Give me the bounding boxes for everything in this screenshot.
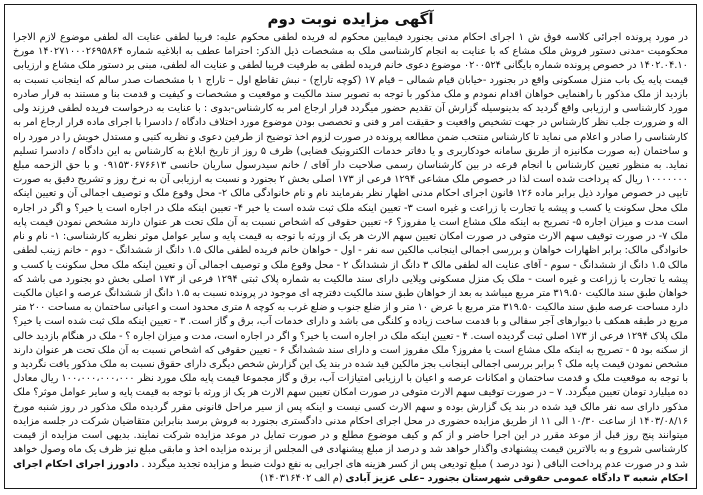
notice-body-text: در مورد پرونده اجرائی کلاسه فوق ش ۱ اجرای احکام مدنی بجنورد فیمابین محکوم له فریده لطفی محکوم علیه: فریبا لطفی عنایت اله لطفی موضوع لازم الاجرا محکومیت -مدنی دستور فروش ملک مشاع که با عنایت به انجام کارشناسی ملک به مشخصات ذیل الذکر: احتراما عطف به ابلاغیه شماره ۱۴۰۲۷۱۰۰۰۲۶۹۵۸۶۴ مورخ ۱۴۰۲.۰۴.۱۰ در خصوص پرونده شماره بایگانی ۰۲۰۰۵۲۴ موضوع دعوی خانم فریده لطفی به طرفیت فریبا لطفی و عنایت اله لطفی، مبنی بر دستور ملک مشاع و ارزیابی قیمت پایه یک باب منزل مسکونی واقع در بجنورد -خیابان قیام شمالی – قیام ۱۷ (کوچه تاراج) - نبش تقاطع اول – تاراج ۱ با مشخصات صدر سالم که اینجانب نسبت به بازدید از ملک مذکور با راهنمایی خواهان اقدام نمودم و ملک مذکور با توجه به تصویر سند مالکیت و موقعیت و مشخصات و کیفیت و قدمت بنا و مستند به قرار صادره مورد کارشناسی و ارزیابی واقع گردید که بدینوسیله گزارش آن تقدیم حضور میگردد قرار ارجاع امر به کارشناس-بدوی : با عنایت به درخواست فریده لطفی فرزند ولی اله و ضرورت جلب نظر کارشناس در جهت تشخیص واقعیت و حقیقت امر و فنی و تخصصی بودن موضوع مورد اختلاف دادگاه / دادسرا با اجرای ماده قرار ارجاع امر به کارشناسی را صادر و اعلام می نماید تا کارشناس منتخب ضمن مطالعه پرونده در صورت لزوم اخذ توضیح از طرفین دعوی و نظریه کتبی و مستدل خویش را در مورد راه و ساختمان (به صورت مکانیزه از طریق سامانه خودکاربری و یا دفاتر خدمات الکترونیک قضایی) ظرف ۵ روز از تاریخ ابلاغ به کارشناس به این دادگاه / دادسرا تسلیم نماید. به منظور تعیین کارشناس با انجام قرعه در بین کارشناسان رسمی صلاحیت دار آقای / خانم سیدرسول ساریان حانسی ۰۹۱۵۳۰۶۷۶۶۱۳ و با حق الزحمه مبلغ ۱۰۰۰۰۰۰۰ ریال که پرداخت شده است لذا در خصوص ملک مشاعی ۱۲۹۴ فرعی از ۱۷۳ اصلی بخش ۲ بجنورد و نسبت به ارزیابی آن به نرخ روز و تشریح دقیق به صورت تایپی در خصوص موارد ذیل برابر ماده ۱۲۶ قانون اجرای احکام مدنی اظهار نظر بفرمایند نام و نام خانوادگی مالک ۲- محل وقوع ملک و توصیف اجمالی آن و تعیین اینکه ملک محل سکونت یا کسب و پیشه یا تجارت یا زراعت و غیره است ۳- تعیین اینکه ملک ثبت شده است یا خیر ۴- تعیین اینکه ملک در اجاره است یا خیر؟ و اگر در اجاره است مدت و میزان اجاره ۵- تصریح به اینکه ملک مشاع است یا مفروز؟ ۶- تعیین حقوقی که اشخاص نسبت به آن ملک تحت هر عنوان دارند مشخص نمودن قیمت پایه ملک ۷- در صورت توقیف سهم الارث متوفی در صورت امکان تعیین سهم الارث هر یک از ورثه با توجه به قیمت پایه و سایر عوامل موثر نظریه کارشناسی: ۱- نام و نام خانوادگی مالک: برابر اظهارات خواهان و بررسی اجمالی اینجانب مالکین سه نفر - اول - خواهان خانم فریده لطفی مالک ۱.۵ دانگ از ششدانگ - دوم - خانم زینب لطفی مالک ۱.۵ دانگ از ششدانگ - سوم - آقای عنایت اله لطفی مالک ۳ دانگ از ششدانگ ۲ - محل وقوع ملک و توصیف اجمالی آن و تعیین اینکه ملک محل سکونت یا کسب و پیشه یا تجارت یا زراعت و غیره است - ملک یک منزل مسکونی ویلایی دارای سند مالکیت به شماره پلاک ثبتی ۱۲۹۴ فرعی از ۱۷۳ اصلی بخش دو بجنورد می باشد که خواهان طبق سند مالکیت ۳۱۹.۵۰ متر مربع میباشد به بعد از خواهان طبق سند مالکیت دفترچه ای موجود در پرونده نسبت به ۱.۵ دانگ از ششدانگ عرصه و اعیان مالکیت دارد مساحت عرصه طبق سند مالکیت ۳۱۹.۵۰ متر مربع با عرض ۱۰ متر و از ضلع جنوب و ضلع غرب به کوچه ۸ متری محدود است و اعیانی ساختمان به مساحت ۲۰۰ متر مربع در طبقه همکف با دیوارهای آجر سفالی و با قدمت ساخت زیاده و کلنگی می باشد و دارای خدمات آب، برق و گاز است. ۳ - تعیین اینکه ملک ثبت شده است یا خیر؟ ملک پلاک ۱۲۹۴ فرعی از ۱۷۳ اصلی ثبت گردیده است. ۴ - تعیین اینکه ملک در اجاره است یا خیر؟ و اگر در اجاره است، مدت و میزان اجاره ؟ - ملک در هنگام بازدید خالی از سکنه بود ۵ - تصریح به اینکه ملک مشاع است یا مفروز؟ ملک مفروز است و دارای سند ششدانگ ۶ - تعیین حقوقی که اشخاص نسبت به آن ملک تحت هر عنوان دارند مشخص نمودن قیمت پایه ملک ؟ برابر بررسی اجمالی اینجانب بجز مالکین قید شده در بند یک این گزارش شخص دیگری دارای حقوق نسبت به ملک مذکور یافت نگردید و با توجه به موقعیت ملک و قدمت ساختمان و امکانات عرصه و اعیان با ارزیابی امتیازات آب، برق و گاز مجموعا قیمت پایه ملک مورد نظر ۱۰۰،۰۰۰،۰۰۰،۰۰۰ ریال معادل ده میلیارد تومان تعیین میگردد. ۷ – در صورت توقیف سهم الارث متوفی در صورت امکان تعیین سهم الارث هر یک از ورثه با توجه به قیمت پایه و سایر عوامل موثر؟ ملک مذکور دارای سه نفر مالک قید شده در بند یک گزارش بوده و سهم الارث کسی نیست و اینکه پس از سیر مراحل قانونی مقرر گردیده ملک مذکور در روز شنبه مورخ ۱۴۰۳/۰۸/۱۶ از ساعت ۱۰/۳۰ الی ۱۱ از طریق مزایده حضوری در محل اجرای احکام مدنی دادگستری بجنورد به فروش برسد بنابراین متقاضیان شرکت در جلسه مزایده میتوانند پنج روز قبل از موعد مقرر در این اجرا حاضر و از کم و کیف موضوع مطلع و در صورت تمایل در موعد مزایده شرکت نمایند. بدیهی است مزایده از قیمت کارشناسی شروع و به بالاترین قیمت پیشنهادی واگذار خواهد شد و درصد از مبلغ پیشنهادی فی المجلس از برنده مزایده اخذ و مابقی مبلغ نیز ظرف یک ماه وصول خواهد شد و در صورت عدم پرداخت الباقی ( نود درصد ) مبلغ تودیعی پس از کسر هزینه های اجرایی به نفع دولت ضبط و مزایده تجدید میگردد .	[13, 32, 689, 470]
notice-title: آگهی مزایده نوبت دوم	[267, 10, 434, 28]
notice-signature: دادورز اجرای احکام اجرای احکام شعبه ۳ دادگاه عمومی حقوقی شهرستان بجنورد –علی عزیز آبادی	[13, 458, 688, 484]
notice-reference-code: (م الف ۱۴۰۳۱۶۴۰۲)	[259, 472, 343, 484]
auction-notice	[4, 4, 697, 489]
notice-body-paragraph	[13, 31, 688, 486]
